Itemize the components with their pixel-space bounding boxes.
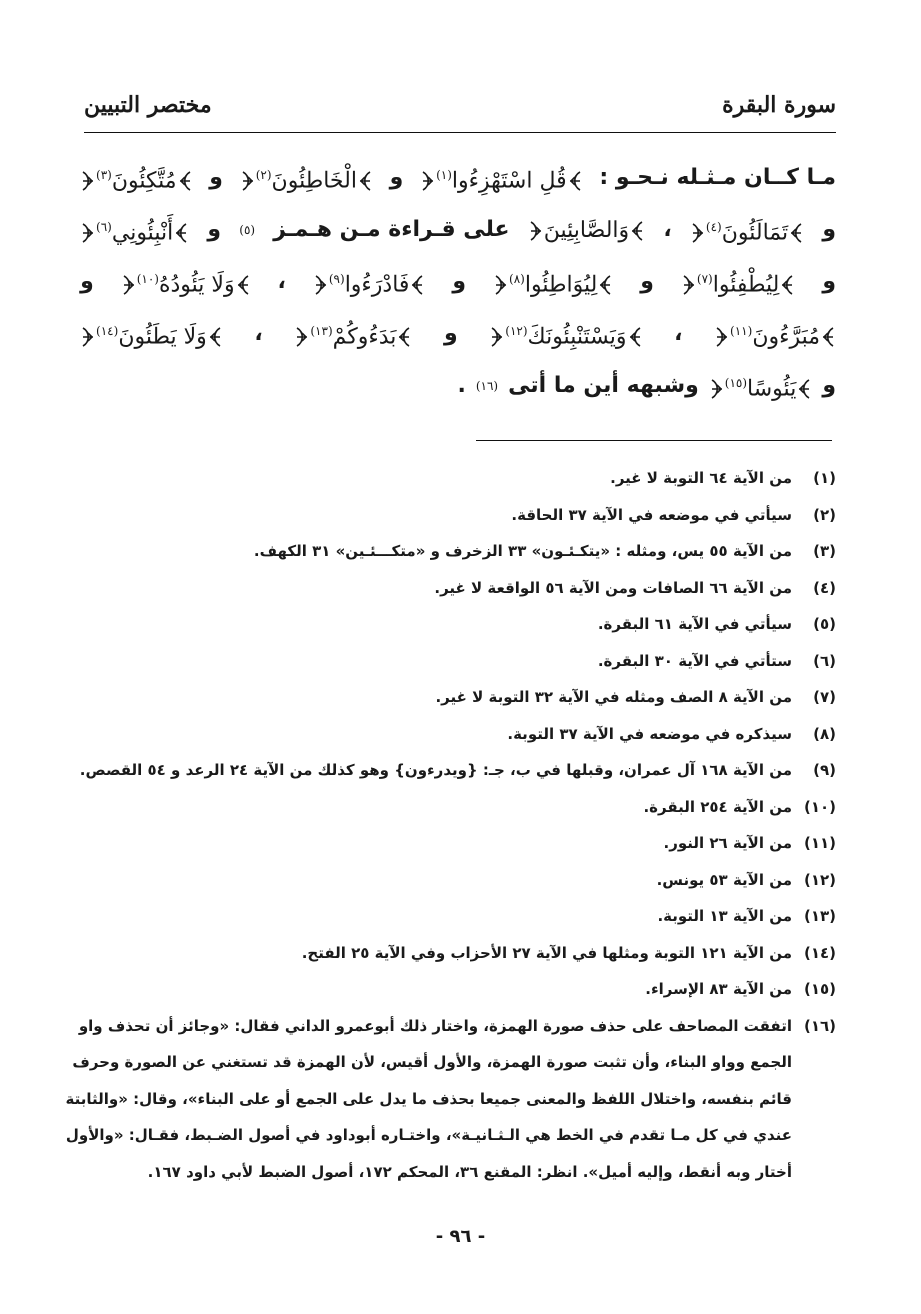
quran-bracket-open-icon — [357, 170, 373, 192]
footnote-continuation: أختار وبه أنقط، وإليه أميل». انظر: المقنع ٣٦، المحكم ١٧٢، أصول الضبط لأبي داود ١٦٧. — [147, 1162, 792, 1181]
quran-word-text: وَلَا يَطَئُونَ — [118, 324, 207, 350]
quran-bracket-open-icon — [409, 274, 425, 296]
quran-bracket-close-icon — [709, 378, 725, 400]
footnote-ref: (١٠) — [136, 271, 159, 286]
body-text: و — [389, 165, 404, 190]
footnote — [84, 460, 836, 497]
footnote-number: (١٢) — [803, 870, 836, 889]
body-text: ، — [674, 321, 683, 346]
body-line-4 — [80, 308, 836, 360]
footnote-number: (١) — [813, 469, 836, 487]
quran-bracket-close-icon — [121, 274, 137, 296]
quran-bracket-open-icon — [779, 274, 795, 296]
quran-bracket-open-icon — [796, 378, 812, 400]
footnote-continuation: قائم بنفسه، واختلال اللفظ والمعنى جميعا بحذف ما يدل على الجمع أو على البناء»، وقال: «والثابتة — [65, 1089, 792, 1108]
footnote-number: (١١) — [803, 834, 836, 852]
quran-word — [489, 305, 642, 363]
quran-bracket-open-icon — [235, 274, 251, 296]
body-text: مـا كــان مـثـله نـحـو : — [599, 165, 836, 190]
footnote-text: سيذكره في موضعه في الآية ٣٧ التوبة. — [507, 724, 792, 743]
quran-bracket-open-icon — [207, 326, 223, 348]
body-text: و — [822, 373, 836, 398]
quran-bracket-open-icon — [788, 222, 804, 244]
footnote-ref: (٧) — [696, 271, 713, 286]
quran-bracket-close-icon — [528, 220, 544, 242]
footnote-text: من الآية ٦٦ الصافات ومن الآية ٥٦ الواقعة لا غير. — [434, 578, 792, 597]
quran-bracket-close-icon — [240, 170, 256, 192]
quran-word — [420, 149, 583, 207]
footnote-continuation: عندي في كل مـا تقدم في الخط هي الـثـانيـة»، واختـاره أبوداود في أصول الضـبط، فقـال: «والأول — [65, 1126, 792, 1144]
quran-word-text: تَمَالَئُونَ — [721, 220, 789, 246]
quran-bracket-close-icon — [493, 274, 509, 296]
quran-bracket-close-icon — [420, 170, 436, 192]
page-number: - ٩٦ - — [435, 1226, 486, 1247]
footnote — [84, 825, 836, 862]
quran-bracket-open-icon — [629, 220, 645, 242]
footnote-number: (٣) — [813, 542, 836, 560]
body-text: ، — [254, 321, 263, 346]
surah-title: سورة البقرة — [722, 92, 836, 118]
footnote — [79, 752, 836, 789]
quran-word-text: مُتَّكِئُونَ — [111, 168, 177, 194]
body-text: و — [443, 321, 458, 346]
footnote-text: من الآية ٨٣ الإسراء. — [645, 980, 792, 998]
footnote-ref: (١٤) — [96, 323, 119, 338]
footnote-number: (٦) — [813, 651, 836, 670]
footnote-number: (١٤) — [803, 943, 836, 962]
header-rule — [84, 132, 836, 133]
quran-bracket-open-icon — [567, 170, 583, 192]
footnote-ref: (١٢) — [505, 323, 528, 338]
body-text: و — [207, 217, 222, 242]
footnote-number: (٢) — [813, 505, 836, 524]
footnote — [84, 570, 836, 607]
quran-bracket-close-icon — [313, 274, 329, 296]
quran-word — [80, 201, 189, 259]
quran-word-text: وَالصَّابِئِينَ — [543, 217, 630, 243]
quran-word-text: بَدَءُوكُمْ — [332, 324, 397, 350]
footnote-ref: (٩) — [328, 271, 345, 286]
footnote-text: سيأتي في الآية ٦١ البقرة. — [597, 615, 792, 633]
footnote — [84, 606, 836, 643]
quran-bracket-close-icon — [690, 222, 706, 244]
footnote-ref: (١٥) — [724, 375, 748, 390]
footnote-number: (١٥) — [803, 980, 836, 998]
main-text — [80, 152, 836, 412]
body-text: و — [209, 165, 223, 190]
footnote-continuation: الجمع وواو البناء، وأن تثبت صورة الهمزة، والأول أقيس، لأن الهمزة قد تستغني عن الصورة وحرف — [72, 1053, 792, 1071]
footnote-text: من الآية ١٣ التوبة. — [657, 907, 792, 925]
footnote-text: من الآية ٥٥ يس، ومثله : «يتكـئـون» ٣٣ الزخرف و «متكـــئـين» ٣١ الكهف. — [253, 542, 792, 560]
footnote-text: سيأتي في موضعه في الآية ٣٧ الحاقة. — [511, 505, 792, 524]
quran-bracket-close-icon — [489, 326, 505, 348]
footnote-text: من الآية ٥٣ يونس. — [656, 870, 792, 889]
quran-word-text: يَئُوسًا — [747, 376, 797, 402]
footnote-number: (٩) — [813, 761, 836, 779]
quran-word — [80, 305, 223, 363]
footnote-separator — [476, 440, 832, 441]
body-text: ، — [663, 217, 672, 242]
quran-word — [690, 201, 804, 259]
footnote-ref: (٦) — [96, 219, 112, 234]
footnote — [78, 1008, 836, 1045]
footnote — [84, 862, 836, 899]
book-title: مختصر التبيين — [84, 92, 212, 118]
footnote-number: (٧) — [813, 688, 836, 706]
quran-word — [80, 149, 193, 207]
footnote-ref: (٢) — [255, 167, 272, 182]
footnote-text: من الآية ١٢١ التوبة ومثلها في الآية ٢٧ الأحزاب وفي الآية ٢٥ الفتح. — [301, 943, 792, 962]
footnote — [84, 935, 836, 972]
quran-bracket-close-icon — [80, 326, 96, 348]
footnote — [84, 533, 836, 570]
footnote-number: (١٣) — [803, 907, 836, 925]
quran-word — [240, 149, 373, 207]
footnote — [84, 971, 836, 1008]
quran-bracket-open-icon — [173, 222, 189, 244]
footnote-ref: (١١) — [730, 323, 753, 338]
footnote-number: (١٦) — [803, 1016, 836, 1035]
footnote — [84, 643, 836, 680]
footnote-ref: (٤) — [705, 219, 722, 234]
quran-word-text: الْخَاطِئُونَ — [271, 168, 357, 194]
footnote-ref: (٨) — [509, 271, 525, 286]
quran-word-text: لِيُطْفِئُوا — [712, 272, 780, 298]
footnote-number: (٥) — [813, 615, 836, 633]
quran-word-text: وَيَسْتَنْبِئُونَكَ — [527, 324, 627, 350]
quran-word — [493, 253, 613, 311]
footnote-ref: (١٦) — [475, 379, 499, 393]
footnote — [84, 497, 836, 534]
quran-bracket-open-icon — [597, 274, 613, 296]
quran-word-text: فَادْرَءُوا — [344, 272, 410, 298]
footnote — [84, 679, 836, 716]
body-text: . — [457, 373, 466, 398]
footnote — [84, 898, 836, 935]
body-line-5 — [80, 360, 836, 412]
quran-word-text: لِيُوَاطِئُوا — [524, 272, 598, 298]
quran-bracket-open-icon — [820, 326, 836, 348]
quran-word — [528, 204, 645, 257]
quran-bracket-close-icon — [294, 326, 310, 348]
body-text: و — [822, 217, 836, 242]
quran-word — [681, 253, 795, 311]
footnote-ref: (١٣) — [310, 323, 333, 338]
quran-bracket-close-icon — [80, 170, 96, 192]
quran-word-text: وَلَا يَئُودُهُ — [158, 272, 235, 298]
body-line-2 — [80, 204, 836, 256]
body-text: و — [822, 269, 836, 294]
footnotes — [65, 460, 836, 1190]
body-text: ، — [277, 269, 286, 294]
quran-word-text: مُبَرَّءُونَ — [752, 324, 820, 350]
body-line-3 — [80, 256, 836, 308]
footnote-number: (١٠) — [803, 797, 836, 816]
quran-bracket-close-icon — [681, 274, 697, 296]
footnote-text: من الآية ٢٥٤ البقرة. — [643, 797, 792, 816]
footnote-text: من الآية ٨ الصف ومثله في الآية ٣٢ التوبة لا غير. — [435, 688, 792, 706]
quran-bracket-open-icon — [396, 326, 412, 348]
quran-bracket-close-icon — [714, 326, 730, 348]
footnote-text: من الآية ١٦٨ آل عمران، وقبلها في ب، جـ: {ويدرءون} وهو كذلك من الآية ٢٤ الرعد و ٥٤ القصص. — [79, 761, 792, 779]
footnote-text: اتفقت المصاحف على حذف صورة الهمزة، واختار ذلك أبوعمرو الداني فقال: «وجائز أن تحذف واو — [78, 1016, 792, 1035]
running-head — [84, 84, 836, 118]
body-text: و — [80, 269, 94, 294]
footnote-ref: (٣) — [96, 167, 112, 182]
footnote-text: من الآية ٦٤ التوبة لا غير. — [610, 469, 792, 487]
quran-word — [714, 305, 836, 363]
quran-bracket-open-icon — [177, 170, 193, 192]
footnote — [84, 789, 836, 826]
quran-bracket-open-icon — [627, 326, 643, 348]
quran-word-text: قُلِ اسْتَهْزِءُوا — [451, 168, 567, 194]
footnote-ref: (١) — [436, 167, 452, 182]
quran-bracket-close-icon — [80, 222, 96, 244]
quran-word — [313, 253, 426, 311]
body-text: و — [452, 269, 467, 294]
footnote-text: ستأتي في الآية ٣٠ البقرة. — [597, 651, 792, 670]
quran-word — [709, 357, 813, 415]
body-line-1 — [80, 152, 836, 204]
footnote-ref: (٥) — [239, 223, 256, 237]
quran-word — [121, 253, 251, 311]
quran-word-text: أَنْبِئُونِي — [111, 220, 174, 246]
quran-word — [294, 305, 412, 363]
body-text: وشبهه أين ما أتى — [508, 373, 699, 398]
body-text: على قـراءة مـن هـمـز — [273, 217, 510, 242]
footnote — [84, 716, 836, 753]
body-text: و — [640, 269, 654, 294]
footnote-number: (٤) — [813, 578, 836, 597]
footnote-text: من الآية ٢٦ النور. — [663, 834, 792, 852]
footnote-number: (٨) — [813, 724, 836, 743]
